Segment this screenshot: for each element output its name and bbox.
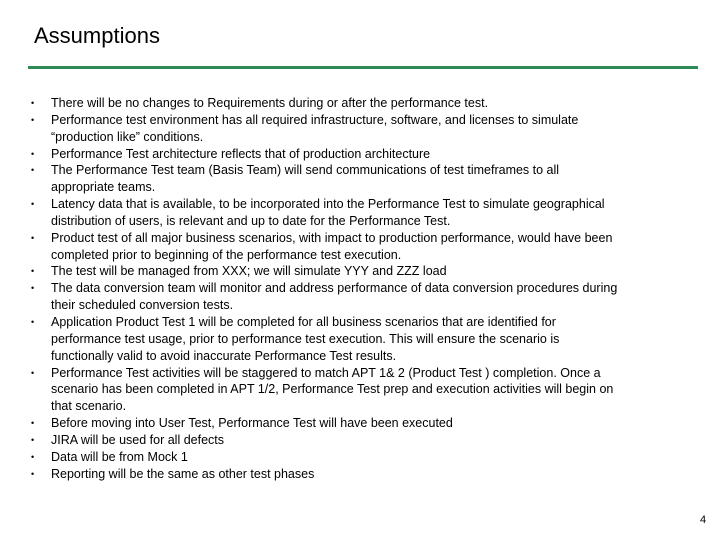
bullet-text: Before moving into User Test, Performance Test will have been executed — [51, 416, 453, 431]
bullet-item — [31, 415, 691, 432]
bullet-text: Reporting will be the same as other test phases — [51, 466, 315, 481]
bullet-text: Product test of all major business scenarios, with impact to production performance, would have been completed prior to beginning of the performance test execution. — [51, 230, 613, 262]
bullet-dot-icon: • — [31, 468, 35, 479]
bullet-dot-icon: • — [31, 451, 35, 462]
assumptions-list — [31, 95, 691, 482]
bullet-item — [31, 95, 691, 112]
bullet-text: The test will be managed from XXX; we will simulate YYY and ZZZ load — [51, 264, 447, 279]
bullet-dot-icon: • — [31, 367, 35, 378]
bullet-item — [31, 162, 691, 196]
bullet-text: Performance Test activities will be staggered to match APT 1& 2 (Product Test ) completion. Once a scenario has been completed in APT 1/2, Performance Test prep and execution activities will begin on that scenario. — [51, 365, 614, 414]
title-divider — [28, 66, 698, 69]
bullet-text: Application Product Test 1 will be completed for all business scenarios that are identified for performance test usage, prior to performance test execution. This will ensure the scenario is functionally valid to avoid inaccurate Performance Test results. — [51, 314, 560, 363]
bullet-item — [31, 466, 691, 483]
bullet-dot-icon: • — [31, 165, 35, 176]
bullet-item — [31, 112, 691, 146]
bullet-text: Performance Test architecture reflects that of production architecture — [51, 146, 431, 161]
bullet-item — [31, 449, 691, 466]
slide-title: Assumptions — [34, 23, 160, 48]
bullet-dot-icon: • — [31, 434, 35, 445]
bullet-text: Data will be from Mock 1 — [51, 449, 188, 464]
bullet-item — [31, 146, 691, 163]
bullet-text: The Performance Test team (Basis Team) will send communications of test timeframes to all appropriate teams. — [51, 163, 560, 195]
bullet-dot-icon: • — [31, 199, 35, 210]
bullet-dot-icon: • — [31, 232, 35, 243]
bullet-item — [31, 432, 691, 449]
bullet-item — [31, 230, 691, 264]
bullet-item — [31, 263, 691, 280]
bullet-item — [31, 280, 691, 314]
page-number: 4 — [700, 514, 707, 526]
bullet-dot-icon: • — [31, 418, 35, 429]
bullet-dot-icon: • — [31, 266, 35, 277]
bullet-dot-icon: • — [31, 114, 35, 125]
bullet-text: Performance test environment has all required infrastructure, software, and licenses to simulate “production like” conditions. — [51, 112, 579, 144]
bullet-text: There will be no changes to Requirements during or after the performance test. — [51, 96, 489, 110]
bullet-item — [31, 365, 691, 416]
bullet-text: Latency data that is available, to be incorporated into the Performance Test to simulate geographical distribution of users, is relevant and up to date for the Performance Test. — [51, 197, 605, 228]
bullet-item — [31, 314, 691, 365]
bullet-dot-icon: • — [31, 98, 35, 108]
bullet-dot-icon: • — [31, 283, 35, 294]
bullet-dot-icon: • — [31, 148, 35, 159]
bullet-dot-icon: • — [31, 316, 35, 327]
bullet-item — [31, 196, 691, 230]
bullet-text: JIRA will be used for all defects — [51, 432, 224, 447]
bullet-text: The data conversion team will monitor and address performance of data conversion procedures during their scheduled conversion tests. — [51, 281, 618, 313]
